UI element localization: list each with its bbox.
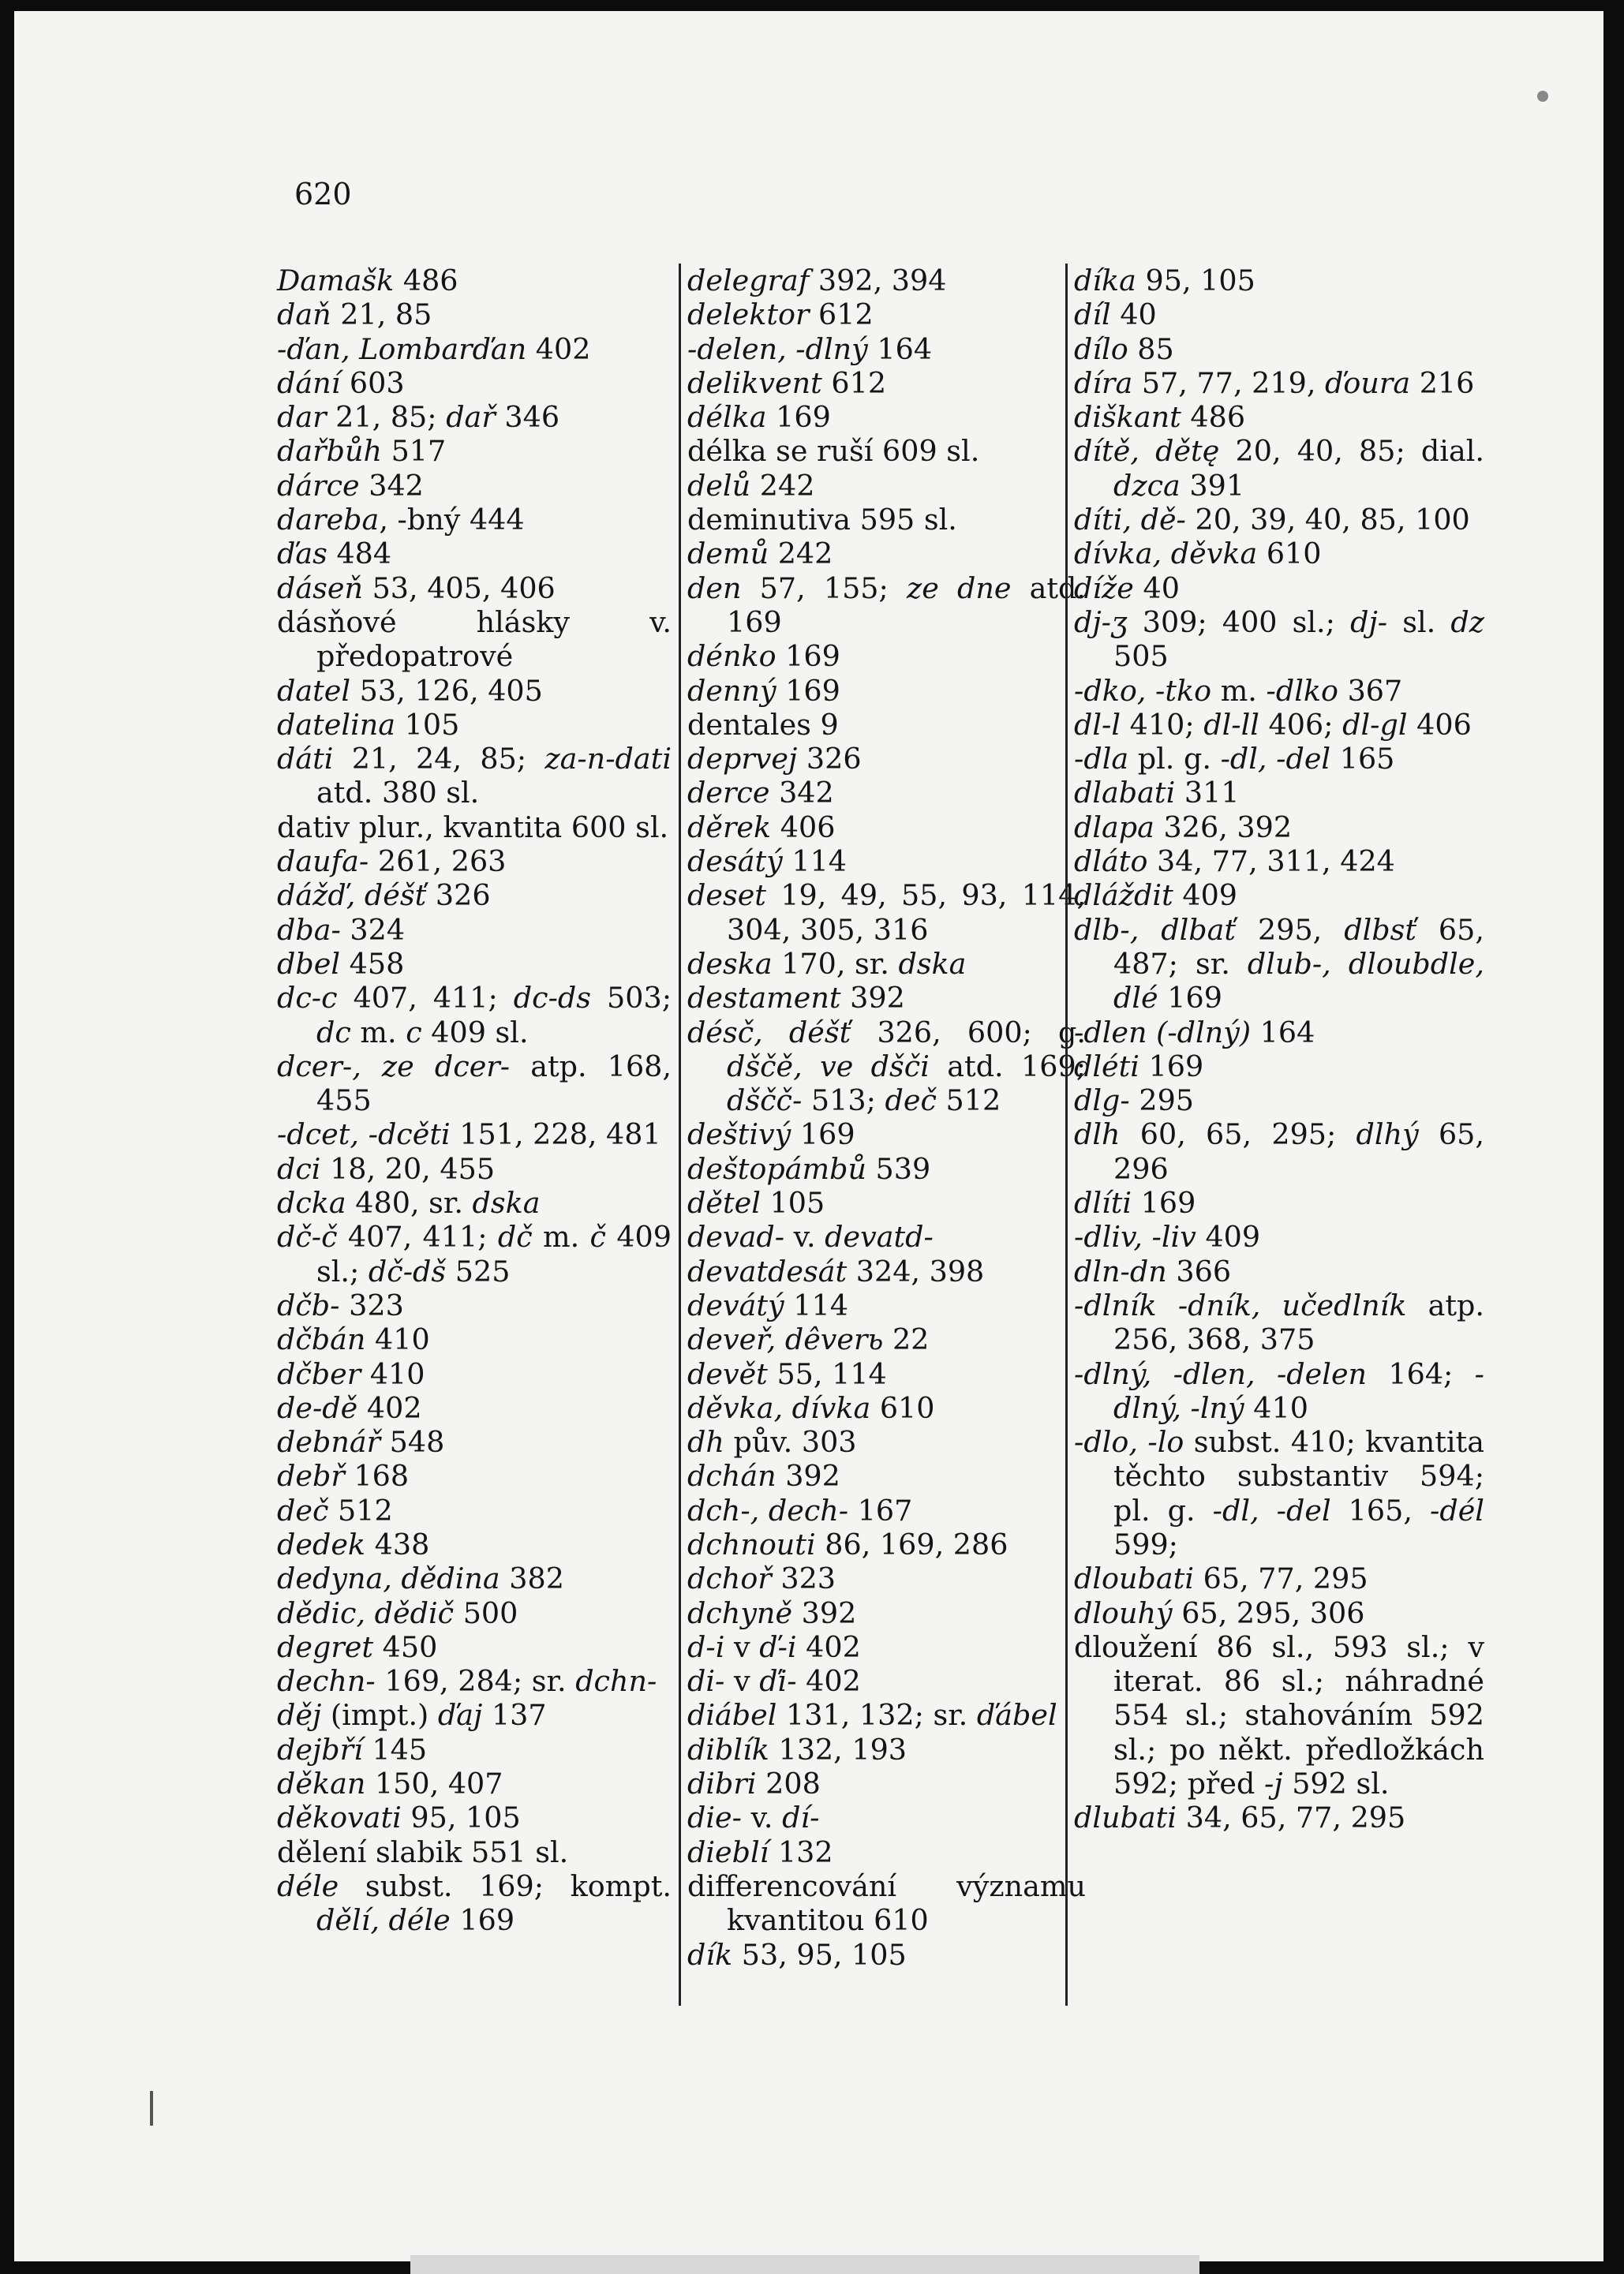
index-entry: dílo 85 — [1074, 331, 1174, 366]
index-entry: dechn- 169, 284; sr. dchn- — [277, 1664, 657, 1699]
index-entry: dchoř 323 — [687, 1562, 836, 1596]
index-entry: diábel 131, 132; sr. ďábel — [687, 1698, 1057, 1733]
index-entry: délka se ruší 609 sl. — [687, 434, 980, 469]
index-entry: -dko, -tko m. -dlko 367 — [1074, 673, 1403, 708]
index-entry: dčb- 323 — [277, 1288, 404, 1322]
index-entry: díl 40 — [1074, 297, 1157, 332]
index-entry: dlubati 34, 65, 77, 295 — [1074, 1801, 1406, 1835]
index-entry: dlouhý 65, 295, 306 — [1074, 1595, 1365, 1630]
scan-mark — [150, 2091, 153, 2126]
index-entry: děkovati 95, 105 — [277, 1801, 521, 1835]
index-entry: denný 169 — [687, 673, 840, 708]
index-entry: dibri 208 — [687, 1767, 821, 1801]
index-entry: dentales 9 — [687, 707, 839, 742]
index-entry: -dlný, -dlen, -delen 164; -dlný, -lný 410 — [1074, 1356, 1485, 1425]
index-entry: dl-l 410; dl-ll 406; dl-gl 406 — [1074, 707, 1472, 742]
index-entry: -dcet, -dcěti 151, 228, 481 — [277, 1117, 661, 1152]
index-entry: dieblí 132 — [687, 1835, 833, 1869]
index-entry: desátý 114 — [687, 844, 848, 879]
index-entry: deštopámbů 539 — [687, 1151, 931, 1186]
index-entry: dáseň 53, 405, 406 — [277, 570, 556, 605]
index-entry: děvka, dívka 610 — [687, 1390, 935, 1425]
index-entry: devět 55, 114 — [687, 1356, 887, 1391]
index-entry: derce 342 — [687, 776, 834, 810]
index-entry: dlg- 295 — [1074, 1083, 1195, 1118]
index-entry: dětel 105 — [687, 1186, 825, 1221]
index-entry: díra 57, 77, 219, ďoura 216 — [1074, 365, 1475, 400]
index-entry: die- v. dí- — [687, 1801, 820, 1835]
index-entry: dba- 324 — [277, 912, 406, 947]
index-entry: dík 53, 95, 105 — [687, 1937, 907, 1972]
index-entry: datel 53, 126, 405 — [277, 673, 543, 708]
index-entry: désč, déšť 326, 600; g. dščě, ve dšči atd. 169; dščč- 513; deč 512 — [687, 1015, 1086, 1118]
scan-edge-strip — [410, 2255, 1199, 2274]
index-entry: demů 242 — [687, 537, 833, 571]
dictionary-page — [14, 11, 1603, 2261]
index-entry: daufa- 261, 263 — [277, 844, 507, 879]
index-entry: dlabati 311 — [1074, 776, 1240, 810]
index-entry: dáti 21, 24, 85; za-n-dati atd. 380 sl. — [277, 742, 672, 810]
index-entry: debnář 548 — [277, 1425, 445, 1460]
index-entry: dařbůh 517 — [277, 434, 447, 469]
index-entry: delektor 612 — [687, 297, 874, 332]
index-entry: deset 19, 49, 55, 93, 114, 304, 305, 316 — [687, 878, 1086, 947]
index-entry: dloubati 65, 77, 295 — [1074, 1562, 1368, 1596]
index-entry: dedyna, dědina 382 — [277, 1562, 564, 1596]
index-column-3 — [1065, 264, 1484, 2006]
index-entry: den 57, 155; ze dne atd. 169 — [687, 570, 1087, 639]
index-entry: dc-c 407, 411; dc-ds 503; dc m. c 409 sl. — [277, 981, 672, 1049]
index-entry: diblík 132, 193 — [687, 1732, 907, 1767]
index-column-2 — [679, 264, 1086, 2006]
index-entry: delů 242 — [687, 468, 815, 503]
index-entry: dlíti 169 — [1074, 1186, 1196, 1221]
index-entry: dcka 480, sr. dska — [277, 1186, 541, 1221]
index-entry: Damašk 486 — [277, 264, 458, 297]
index-entry: dchyně 392 — [687, 1595, 857, 1630]
index-entry: devátý 114 — [687, 1288, 848, 1322]
index-entry: dchnouti 86, 169, 286 — [687, 1527, 1008, 1562]
index-entry: deska 170, sr. dska — [687, 946, 967, 981]
index-entry: díže 40 — [1074, 570, 1180, 605]
index-entry: děrek 406 — [687, 810, 836, 844]
index-entry: dci 18, 20, 455 — [277, 1151, 496, 1186]
index-entry: dloužení 86 sl., 593 sl.; v iterat. 86 sl.; náhradné 554 sl.; stahováním 592 sl.; po někt. předložkách 592; před -j 592 sl. — [1074, 1629, 1484, 1801]
index-entry: dláždit 409 — [1074, 878, 1238, 913]
index-entry: délka 169 — [687, 400, 831, 435]
index-entry: dítě, dětę 20, 40, 85; dial. dzca 391 — [1074, 434, 1485, 503]
index-entry: -dliv, -liv 409 — [1074, 1220, 1261, 1255]
scan-spot — [1537, 91, 1548, 102]
index-entry: dativ plur., kvantita 600 sl. — [277, 810, 669, 844]
index-entry: díti, dě- 20, 39, 40, 85, 100 — [1074, 503, 1470, 537]
index-entry: dlh 60, 65, 295; dlhý 65, 296 — [1074, 1117, 1484, 1186]
index-entry: devad- v. devatd- — [687, 1220, 934, 1255]
index-entry: díka 95, 105 — [1074, 264, 1255, 297]
index-entry: di- v ďi- 402 — [687, 1664, 861, 1699]
index-entry: daň 21, 85 — [277, 297, 432, 332]
index-entry: deminutiva 595 sl. — [687, 503, 957, 537]
index-entry: dělení slabik 551 sl. — [277, 1835, 569, 1869]
index-entry: deprvej 326 — [687, 742, 862, 776]
index-entry: dchán 392 — [687, 1459, 840, 1494]
index-entry: diškant 486 — [1074, 400, 1246, 435]
index-entry: dj-ʒ 309; 400 sl.; dj- sl. dz 505 — [1074, 604, 1484, 674]
index-entry: déle subst. 169; kompt. dělí, déle 169 — [277, 1868, 672, 1938]
index-entry: dbel 458 — [277, 946, 405, 981]
index-entry: d-i v ď-i 402 — [687, 1629, 861, 1664]
index-entry: deštivý 169 — [687, 1117, 855, 1152]
index-entry: dch-, dech- 167 — [687, 1493, 913, 1528]
index-entry: dcer-, ze dcer- atp. 168, 455 — [277, 1049, 672, 1118]
index-entry: dčbán 410 — [277, 1322, 430, 1357]
index-entry: differencování významu kvantitou 610 — [687, 1868, 1086, 1938]
index-entry: dlapa 326, 392 — [1074, 810, 1293, 844]
index-entry: -dlník -dník, učedlník atp. 256, 368, 375 — [1074, 1288, 1484, 1357]
index-column-1 — [277, 264, 672, 1938]
index-entry: degret 450 — [277, 1629, 438, 1664]
index-entry: dárce 342 — [277, 468, 424, 503]
index-entry: deč 512 — [277, 1493, 393, 1528]
index-entry: dh pův. 303 — [687, 1425, 857, 1460]
index-entry: děkan 150, 407 — [277, 1767, 503, 1801]
index-entry: destament 392 — [687, 981, 905, 1015]
index-entry: -dlen (-dlný) 164 — [1074, 1015, 1315, 1049]
index-entry: -ďan, Lombarďan 402 — [277, 331, 591, 366]
index-entry: dání 603 — [277, 365, 405, 400]
index-entry: -dla pl. g. -dl, -del 165 — [1074, 742, 1395, 776]
index-entry: dedek 438 — [277, 1527, 430, 1562]
index-entry: dážď, déšť 326 — [277, 878, 491, 913]
index-entry: dar 21, 85; dař 346 — [277, 400, 560, 435]
index-entry: devatdesát 324, 398 — [687, 1254, 985, 1288]
index-entry: deveř, dêverь 22 — [687, 1322, 930, 1357]
index-entry: debř 168 — [277, 1459, 410, 1494]
index-entry: de-dě 402 — [277, 1390, 422, 1425]
index-entry: dlb-, dlbať 295, dlbsť 65, 487; sr. dlub-, dloubdle, dlé 169 — [1074, 912, 1484, 1015]
index-entry: -dlo, -lo subst. 410; kvantita těchto substantiv 594; pl. g. -dl, -del 165, -dél 599; — [1074, 1425, 1484, 1562]
index-entry: dč-č 407, 411; dč m. č 409 sl.; dč-dš 525 — [277, 1220, 672, 1288]
index-entry: dénko 169 — [687, 639, 840, 674]
index-entry: dléti 169 — [1074, 1049, 1204, 1083]
index-entry: dejbří 145 — [277, 1732, 428, 1767]
index-entry: dívka, děvka 610 — [1074, 537, 1322, 571]
index-entry: dásňové hlásky v. předopatrové — [277, 604, 672, 674]
index-entry: dláto 34, 77, 311, 424 — [1074, 844, 1395, 879]
index-entry: dln-dn 366 — [1074, 1254, 1232, 1288]
index-entry: dědic, dědič 500 — [277, 1595, 518, 1630]
index-entry: dčber 410 — [277, 1356, 425, 1391]
index-entry: dareba, -bný 444 — [277, 503, 525, 537]
index-entry: delegraf 392, 394 — [687, 264, 947, 297]
index-entry: delikvent 612 — [687, 365, 887, 400]
page-number: 620 — [294, 177, 352, 211]
index-entry: -delen, -dlný 164 — [687, 331, 933, 366]
index-entry: děj (impt.) ďaj 137 — [277, 1698, 547, 1733]
index-entry: ďas 484 — [277, 537, 392, 571]
index-entry: datelina 105 — [277, 707, 460, 742]
